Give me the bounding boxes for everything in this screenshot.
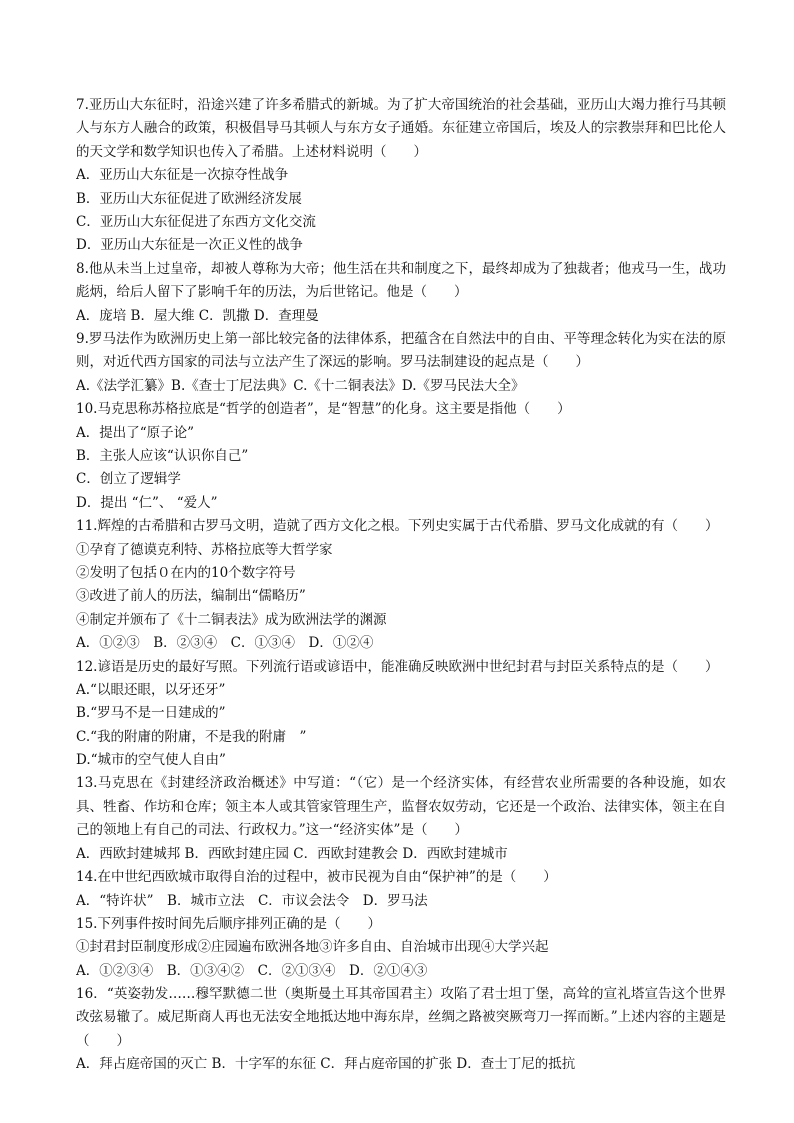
question-stem: 9.罗马法作为欧洲历史上第一部比较完备的法律体系，把蕴含在自然法中的自由、平等理念转化为实在法的原则，对近代西方国家的司法与立法产生了深远的影响。罗马法制建设的起点是（ ）	[76, 330, 726, 371]
options-line: A.《法学汇纂》B.《查士丁尼法典》C.《十二铜表法》D.《罗马民法大全》	[76, 377, 525, 394]
option-c: C．亚历山大东征促进了东西方文化交流	[76, 214, 316, 230]
question-9	[76, 328, 726, 398]
option-c: C.“我的附庸的附庸，不是我的附庸 ”	[76, 728, 307, 745]
option-c: C．创立了逻辑学	[76, 471, 181, 488]
question-stem: 7.亚历山大东征时，沿途兴建了许多希腊式的新城。为了扩大帝国统治的社会基础，亚历山大竭力推行马其顿人与东方人融合的政策，积极倡导马其顿人与东方女子通婚。东征建立帝国后，埃及人的宗教崇拜和巴比伦人的天文学和数学知识也传入了希腊。上述材料说明（ ）	[76, 97, 726, 160]
question-8	[76, 258, 726, 328]
question-11	[76, 515, 726, 655]
statement-3: ③改进了前人的历法，编制出“儒略历”	[76, 588, 306, 605]
question-stem: 12.谚语是历史的最好写照。下列流行语或谚语中，能准确反映欧洲中世纪封君与封臣关系特点的是（ ）	[76, 658, 719, 675]
option-a: A．亚历山大东征是一次掠夺性战争	[76, 167, 289, 184]
options-line: A．“特许状” B．城市立法 C．市议会法令 D．罗马法	[76, 892, 428, 909]
question-stem: 13.马克思在《封建经济政治概述》中写道：“（它）是一个经济实体，有经营农业所需要的各种设施，如农具、牲畜、作坊和仓库；领主本人或其管家管理生产，监督农奴劳动，它还是一个政治、法律实体，领主在自己的领地上有自己的司法、行政权力。”这一“经济实体”是（ ）	[76, 775, 726, 839]
question-14	[76, 866, 726, 913]
question-12	[76, 656, 726, 773]
question-13	[76, 772, 726, 866]
options-line: A．庞培 B．屋大维 C．凯撒 D．查理曼	[76, 307, 319, 324]
question-16	[76, 983, 726, 1077]
options-line: A．①②③ B．②③④ C．①③④ D．①②④	[76, 635, 374, 652]
option-d: D．提出 “仁”、 “爱人”	[76, 494, 218, 511]
option-b: B．亚历山大东征促进了欧洲经济发展	[76, 190, 302, 207]
question-stem: 16．“英姿勃发……穆罕默德二世（奥斯曼土耳其帝国君主）攻陷了君士坦丁堡，高耸的宣礼塔宣告这个世界改弦易辙了。威尼斯商人再也无法安全地抵达地中海东岸，丝绸之路被突厥弯刀一挥而断。”上述内容的主题是（ ）	[76, 986, 726, 1049]
exam-page	[76, 94, 726, 1077]
option-a: A.“以眼还眼，以牙还牙”	[76, 681, 226, 698]
question-stem: 15.下列事件按时间先后顺序排列正确的是（ ）	[76, 915, 381, 932]
option-d: D．亚历山大东征是一次正义性的战争	[76, 237, 303, 254]
option-b: B．主张人应该“认识你自己”	[76, 447, 249, 464]
statements-line: ①封君封臣制度形成②庄园遍布欧洲各地③许多自由、自治城市出现④大学兴起	[76, 939, 549, 956]
option-b: B.“罗马不是一日建成的”	[76, 705, 226, 722]
options-line: A．①②③④ B．①③④② C．②①③④ D．②①④③	[76, 962, 428, 979]
options-line: A．拜占庭帝国的灭亡 B．十字军的东征 C．拜占庭帝国的扩张 D．查士丁尼的抵抗	[76, 1056, 576, 1073]
statement-4: ④制定并颁布了《十二铜表法》成为欧洲法学的渊源	[76, 611, 387, 628]
statement-2: ②发明了包括０在内的10个数字符号	[76, 564, 296, 581]
options-line: A．西欧封建城邦 B．西欧封建庄园 C．西欧封建教会 D．西欧封建城市	[76, 845, 508, 862]
option-d: D.“城市的空气使人自由”	[76, 752, 226, 769]
question-10	[76, 398, 726, 515]
question-stem: 14.在中世纪西欧城市取得自治的过程中，被市民视为自由“保护神”的是（ ）	[76, 869, 557, 886]
question-stem: 8.他从未当上过皇帝，却被人尊称为大帝；他生活在共和制度之下，最终却成为了独裁者；他戎马一生，战功彪炳，给后人留下了影响千年的历法，为后世铭记。他是（ ）	[76, 260, 726, 301]
question-15	[76, 913, 726, 983]
option-a: A．提出了“原子论”	[76, 424, 195, 441]
statement-1: ①孕育了德谟克利特、苏格拉底等大哲学家	[76, 541, 333, 558]
question-stem: 10.马克思称苏格拉底是“哲学的创造者”，是“智慧”的化身。这主要是指他（ ）	[76, 401, 571, 418]
question-stem: 11.辉煌的古希腊和古罗马文明，造就了西方文化之根。下列史实属于古代希腊、罗马文化成就的有（ ）	[76, 518, 719, 535]
question-7	[76, 94, 726, 258]
